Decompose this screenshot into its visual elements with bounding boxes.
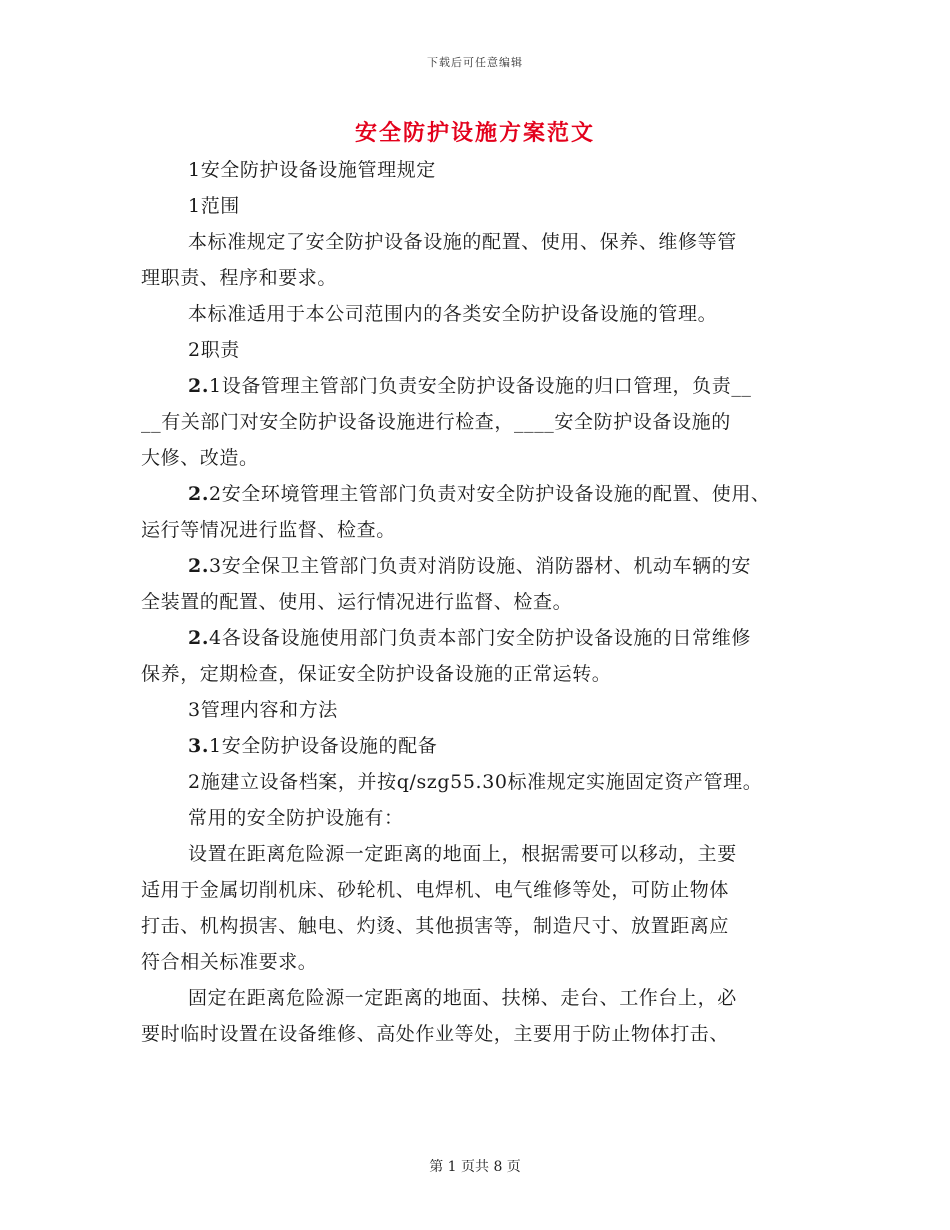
body-line-text: 打击、机构损害、触电、灼烫、其他损害等，制造尺寸、放置距离应: [141, 915, 730, 937]
body-line: [141, 332, 831, 368]
body-line: [141, 980, 831, 1016]
body-line: [141, 296, 831, 332]
body-line-text: 1安全防护设备设施的配备: [209, 735, 438, 757]
header-note: 下载后可任意编辑: [427, 56, 523, 69]
body-line-text: 大修、改造。: [141, 447, 259, 469]
body-line: [141, 1016, 831, 1052]
body-line: [141, 404, 831, 440]
body-line-text: 2施建立设备档案，并按q/szg55.30标准规定实施固定资产管理。: [188, 771, 763, 793]
body-line: [141, 872, 831, 908]
body-line: [141, 944, 831, 980]
body-line: [141, 152, 831, 188]
body-line-text: 要时临时设置在设备维修、高处作业等处，主要用于防止物体打击、: [141, 1023, 730, 1045]
body-line-text: __有关部门对安全防护设备设施进行检查，____安全防护设备设施的: [141, 411, 731, 433]
document-title: 安全防护设施方案范文: [354, 120, 595, 146]
body-line: [141, 188, 831, 224]
body-line-text: 保养，定期检查，保证安全防护设备设施的正常运转。: [141, 663, 612, 685]
body-line-text: 本标准规定了安全防护设备设施的配置、使用、保养、维修等管: [188, 231, 737, 253]
body-line-text: 2职责: [188, 339, 240, 361]
section-number: 2.: [188, 483, 210, 505]
section-number: 2.: [188, 375, 210, 397]
body-line-text: 常用的安全防护设施有：: [188, 807, 404, 829]
body-line-text: 3安全保卫主管部门负责对消防设施、消防器材、机动车辆的安: [209, 555, 751, 577]
body-line: [141, 764, 831, 800]
body-line: [141, 548, 831, 584]
body-line: [141, 584, 831, 620]
section-number: 3.: [188, 735, 210, 757]
body-line-text: 适用于金属切削机床、砂轮机、电焊机、电气维修等处，可防止物体: [141, 879, 730, 901]
page-number-footer: 第 1 页共 8 页: [429, 1159, 521, 1175]
body-line-text: 1设备管理主管部门负责安全防护设备设施的归口管理，负责__: [209, 375, 752, 397]
document-body: [141, 152, 831, 1052]
body-line-text: 设置在距离危险源一定距离的地面上，根据需要可以移动，主要: [188, 843, 737, 865]
body-line: [141, 260, 831, 296]
body-line-text: 本标准适用于本公司范围内的各类安全防护设备设施的管理。: [188, 303, 718, 325]
body-line-text: 4各设备设施使用部门负责本部门安全防护设备设施的日常维修: [209, 627, 751, 649]
body-line: [141, 512, 831, 548]
section-number: 2.: [188, 555, 210, 577]
body-line-text: 符合相关标准要求。: [141, 951, 318, 973]
body-line-text: 运行等情况进行监督、检查。: [141, 519, 396, 541]
body-line: [141, 800, 831, 836]
body-line-text: 理职责、程序和要求。: [141, 267, 338, 289]
body-line-text: 2安全环境管理主管部门负责对安全防护设备设施的配置、使用、: [209, 483, 771, 505]
body-line-text: 1范围: [188, 195, 240, 217]
body-line: [141, 692, 831, 728]
body-line: [141, 368, 831, 404]
body-line-text: 3管理内容和方法: [188, 699, 338, 721]
body-line-text: 固定在距离危险源一定距离的地面、扶梯、走台、工作台上，必: [188, 987, 737, 1009]
body-line: [141, 908, 831, 944]
body-line: [141, 728, 831, 764]
body-line: [141, 836, 831, 872]
body-line: [141, 620, 831, 656]
body-line: [141, 476, 831, 512]
section-number: 2.: [188, 627, 210, 649]
body-line-text: 1安全防护设备设施管理规定: [188, 159, 436, 181]
body-line: [141, 440, 831, 476]
body-line: [141, 224, 831, 260]
body-line: [141, 656, 831, 692]
body-line-text: 全装置的配置、使用、运行情况进行监督、检查。: [141, 591, 573, 613]
